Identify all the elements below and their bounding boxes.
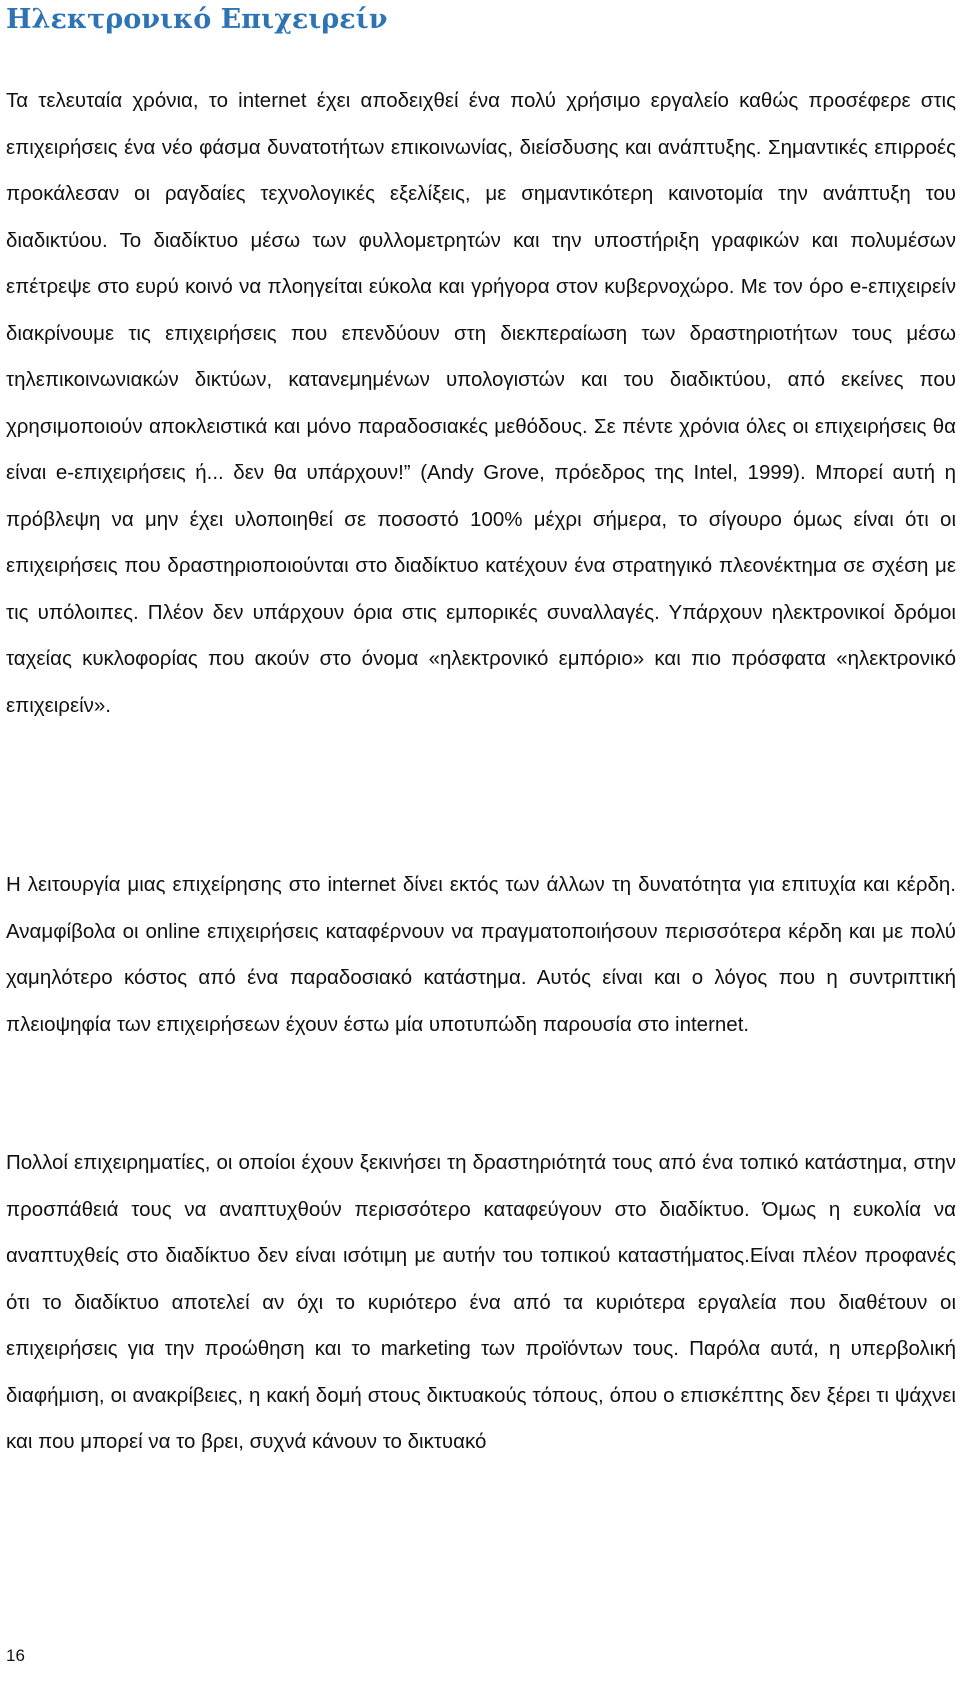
section-heading: Ηλεκτρονικό Επιχειρείν (6, 4, 388, 35)
paragraph-1: Τα τελευταία χρόνια, το internet έχει αποδειχθεί ένα πολύ χρήσιμο εργαλείο καθώς προσέφερε στις επιχειρήσεις ένα νέο φάσμα δυνατοτήτων επικοινωνίας, διείσδυσης και ανάπτυξης. Σημαντικές επιρροές προκάλεσαν οι ραγδαίες τεχνολογικές εξελίξεις, με σημαντικότερη καινοτομία την ανάπτυξη του διαδικτύου. Το διαδίκτυο μέσω των φυλλομετρητών και την υποστήριξη γραφικών και πολυμέσων επέτρεψε στο ευρύ κοινό να πλοηγείται εύκολα και γρήγορα στον κυβερνοχώρο. Με τον όρο e-επιχειρείν διακρίνουμε τις επιχειρήσεις που επενδύουν στη διεκπεραίωση των δραστηριοτήτων τους μέσω τηλεπικοινωνιακών δικτύων, κατανεμημένων υπολογιστών και του διαδικτύου, από εκείνες που χρησιμοποιούν αποκλειστικά και μόνο παραδοσιακές μεθόδους. Σε πέντε χρόνια όλες οι επιχειρήσεις θα είναι e-επιχειρήσεις ή... δεν θα υπάρχουν!” (Andy Grove, πρόεδρος της Intel, 1999). Μπορεί αυτή η πρόβλεψη να μην έχει υλοποιηθεί σε ποσοστό 100% μέχρι σήμερα, το σίγουρο όμως είναι ότι οι επιχειρήσεις που δραστηριοποιούνται στο διαδίκτυο κατέχουν ένα στρατηγικό πλεονέκτημα σε σχέση με τις υπόλοιπες. Πλέον δεν υπάρχουν όρια στις εμπορικές συναλλαγές. Υπάρχουν ηλεκτρονικοί δρόμοι ταχείας κυκλοφορίας που ακούν στο όνομα «ηλεκτρονικό εμπόριο» και πιο πρόσφατα «ηλεκτρονικό επιχειρείν». (6, 89, 956, 717)
page-number: 16 (6, 1646, 25, 1665)
paragraph-2: Η λειτουργία μιας επιχείρησης στο internet δίνει εκτός των άλλων τη δυνατότητα για επιτυχία και κέρδη. Αναμφίβολα οι online επιχειρήσεις καταφέρνουν να πραγματοποιήσουν περισσότερα κέρδη και με πολύ χαμηλότερο κόστος από ένα παραδοσιακό κατάστημα. Αυτός είναι και ο λόγος που η συντριπτική πλειοψηφία των επιχειρήσεων έχουν έστω μία υποτυπώδη παρουσία στο internet. (6, 873, 956, 1036)
paragraph-3: Πολλοί επιχειρηματίες, οι οποίοι έχουν ξεκινήσει τη δραστηριότητά τους από ένα τοπικό κατάστημα, στην προσπάθειά τους να αναπτυχθούν περισσότερο καταφεύγουν στο διαδίκτυο. Όμως η ευκολία να αναπτυχθείς στο διαδίκτυο δεν είναι ισότιμη με αυτήν του τοπικού καταστήματος.Είναι πλέον προφανές ότι το διαδίκτυο αποτελεί αν όχι το κυριότερο ένα από τα κυριότερα εργαλεία που διαθέτουν οι επιχειρήσεις για την προώθηση και το marketing των προϊόντων τους. Παρόλα αυτά, η υπερβολική διαφήμιση, οι ανακρίβειες, η κακή δομή στους δικτυακούς τόπους, όπου ο επισκέπτης δεν ξέρει τι ψάχνει και που μπορεί να το βρει, συχνά κάνουν το δικτυακό (6, 1151, 956, 1453)
